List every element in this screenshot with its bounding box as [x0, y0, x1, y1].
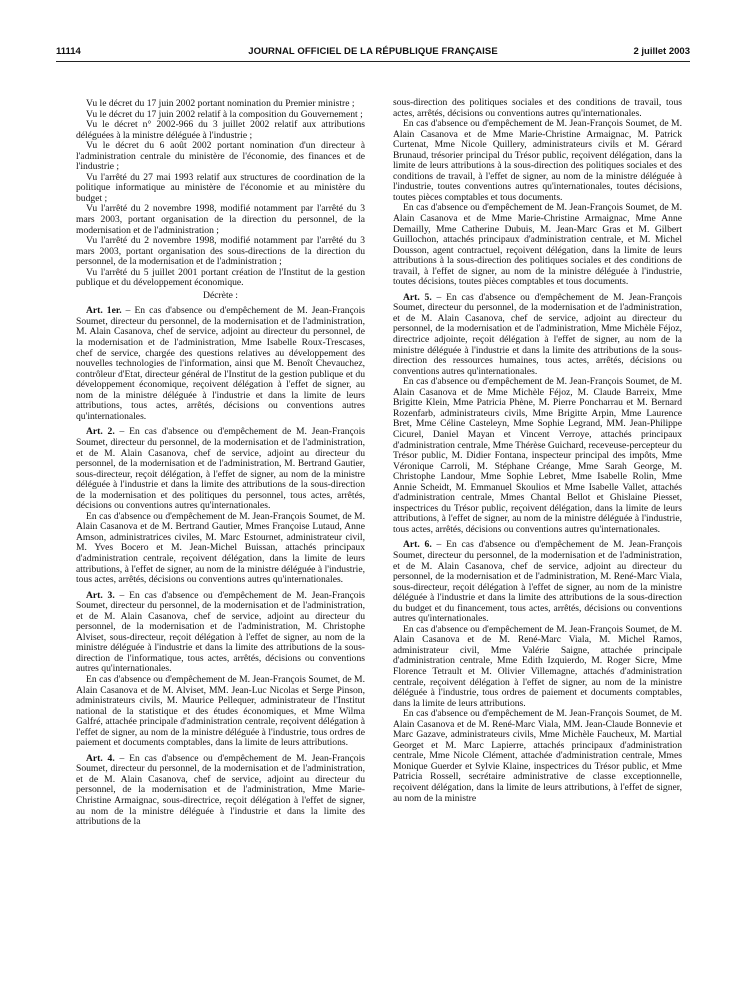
visa-paragraph: Vu le décret n° 2002-966 du 3 juillet 2002 relatif aux attributions déléguées à la ministre déléguée à l'industrie ; — [76, 119, 365, 141]
right-column — [393, 98, 682, 804]
article-paragraph: En cas d'absence ou d'empêchement de M. Jean-François Soumet, de M. Alain Casanova et de Mme Marie-Christine Armaignac, Mme Anne Demailly, Mme Catherine Dubuis, M. Jean-Marc Gras et M. Gilbert Guillochon, attachés principaux d'administration centrale, et M. Michel Dousson, agent contractuel, reçoivent délégation, dans la limite de leurs attributions à la sous-direction des politiques sociales et des conditions de travail, à l'effet de signer, au nom de la ministre déléguée à l'industrie, toutes décisions, toutes pièces comptables et tous documents. — [393, 202, 682, 288]
article-paragraph: En cas d'absence ou d'empêchement de M. Jean-François Soumet, de M. Alain Casanova et de Mme Marie-Christine Armaignac, M. Patrick Curtenat, Mme Nicole Quillery, administrateurs civils et M. Gérard Brunaud, trésorier principal du Trésor public, reçoivent délégation, dans la limite de leurs attributions à la sous-direction des politiques sociales et des conditions de travail, à l'effet de signer, au nom de la ministre déléguée à l'industrie, toutes conventions autres qu'internationales, toutes décisions, toutes pièces comptables et tous documents. — [393, 118, 682, 203]
article-label: Art. 6. — [403, 539, 432, 551]
article-paragraph: En cas d'absence ou d'empêchement de M. Jean-François Soumet, de M. Alain Casanova et de Mme Michèle Féjoz, M. Claude Barreix, Mme Brigitte Klein, Mme Patricia Phène, M. Pierre Poncharrau et M. Bernard Rozenfarb, administrateurs civils, Mme Brigitte Arpin, Mme Laurence Bret, Mme Céline Casteleyn, Mme Sophie Legrand, MM. Jean-Philippe Cicurel, Daniel Mayan et Vincent Verroye, attachés principaux d'administration centrale, Mme Thérèse Guichard, receveuse-percepteur du Trésor public, M. Didier Fontana, inspecteur principal des impôts, Mme Véronique Carroli, M. Stéphane Créange, Mme Sarah George, M. Christophe Landour, Mme Sophie Lebret, Mme Isabelle Rolin, Mme Annie Scheidt, M. Emmanuel Skoulios et Mme Isabelle Vallet, attachés d'administration centrale, Mmes Chantal Bellot et Ghislaine Piesset, inspectrices du Trésor public, reçoivent délégation, dans la limite de leurs attributions, à l'effet de signer, au nom de la ministre déléguée à l'industrie, tous actes, arrêtés, décisions ou conventions autres qu'internationales. — [393, 376, 682, 535]
article-continuation: sous-direction des politiques sociales et des conditions de travail, tous actes, arrêtés, décisions ou conventions autres qu'internationales. — [393, 97, 682, 119]
article-label: Art. 3. — [86, 589, 115, 601]
left-column — [76, 99, 365, 828]
visa-paragraph: Vu le décret du 17 juin 2002 portant nomination du Premier ministre ; — [86, 98, 355, 109]
visa-paragraph: Vu le décret du 6 août 2002 portant nomination d'un directeur à l'administration centrale du ministère de l'économie, des finances et de l'industrie ; — [76, 140, 365, 173]
visa-paragraph: Vu le décret du 17 juin 2002 relatif à la composition du Gouvernement ; — [86, 108, 363, 120]
visa-paragraph: Vu l'arrêté du 2 novembre 1998, modifié notamment par l'arrêté du 3 mars 2003, portant organisation de la direction du personnel, de la modernisation et de l'administration ; — [76, 203, 365, 236]
article-paragraph: En cas d'absence ou d'empêchement de M. Jean-François Soumet, de M. Alain Casanova et de M. René-Marc Viala, M. Michel Ramos, administrateur civil, Mme Valérie Saigne, attachée principale d'administration centrale, Mme Edith Izquierdo, M. Roger Sicre, Mme Florence Tetrault et M. Olivier Villemagne, attachés d'administration centrale, reçoivent délégation à l'effet de signer, au nom de la ministre déléguée à l'industrie, tous ordres de paiement et documents comptables, dans la limite de leurs attributions. — [393, 623, 682, 709]
article-text: – En cas d'absence ou d'empêchement de M. Jean-François Soumet, directeur du personnel, de la modernisation et de l'administration, et de M. Alain Casanova, chef de service, adjoint au directeur du personnel, de la modernisation et de l'administration, Mme Marie-Christine Armaignac, sous-directrice, reçoit délégation à l'effet de signer, au nom de la ministre déléguée à l'industrie et dans la limite des attributions de la — [76, 752, 365, 828]
article-paragraph: En cas d'absence ou d'empêchement de M. Jean-François Soumet, de M. Alain Casanova et de M. René-Marc Viala, MM. Jean-Claude Bonnevie et Marc Gazave, administrateurs civils, Mme Michèle Faucheux, M. Martial Georget et M. Marc Lapierre, attachés principaux d'administration centrale, Mme Nicole Clément, attachée d'administration centrale, Mmes Monique Guerder et Sylvie Klaine, inspectrices du Trésor public, et Mme Patricia Rossell, secrétaire administrative de classe exceptionnelle, reçoivent délégation, dans la limite de leurs attributions, à l'effet de signer, au nom de la ministre — [393, 708, 682, 804]
journal-title: JOURNAL OFFICIEL DE LA RÉPUBLIQUE FRANÇAISE — [248, 46, 498, 57]
header-rule — [56, 61, 690, 62]
article-label: Art. 4. — [86, 752, 115, 764]
article-5 — [393, 293, 682, 377]
article-4 — [76, 754, 365, 828]
article-label: Art. 5. — [403, 291, 432, 303]
article-text: – En cas d'absence ou d'empêchement de M. Jean-François Soumet, directeur du personnel, de la modernisation et de l'administration, et de M. Alain Casanova, chef de service, adjoint au directeur du personnel, de la modernisation et de l'administration, M. Bertrand Gautier, sous-directeur, reçoit délégation, à l'effet de signer, au nom de la ministre déléguée à l'industrie et dans la limite des attributions de la sous-direction de la modernisation et des politiques du personnel, tous actes, arrêtés, décisions ou conventions autres qu'internationales. — [76, 426, 365, 512]
article-text: – En cas d'absence ou d'empêchement de M. Jean-François Soumet, directeur du personnel, de la modernisation et de l'administration, M. Alain Casanova, chef de service, adjoint au directeur du personnel, de la modernisation et de l'administration, Mme Isabelle Roux-Trescases, chef de service, chargée des questions relatives au développement des nouvelles technologies de l'information, ainsi que M. Benoît Chevauchez, contrôleur d'Etat, directeur général de l'Institut de la gestion publique et du développement économique, reçoivent délégation à l'effet de signer, au nom de la ministre déléguée à l'industrie et dans la limite de leurs attributions, tous actes, arrêtés, décisions ou conventions autres qu'internationales. — [76, 305, 365, 422]
article-1 — [76, 306, 365, 422]
article-paragraph: En cas d'absence ou d'empêchement de M. Jean-François Soumet, de M. Alain Casanova et de M. Alviset, MM. Jean-Luc Nicolas et Serge Pinson, administrateurs civils, M. Maurice Pellequer, administrateur de l'Institut national de la statistique et des études économiques, et Mme Wilma Galfré, attachée principale d'administration centrale, reçoivent délégation à l'effet de signer, au nom de la ministre déléguée à l'industrie, tous ordres de paiement et documents comptables, dans la limite de leurs attributions. — [76, 673, 365, 749]
article-3 — [76, 591, 365, 675]
article-label: Art. 2. — [86, 426, 115, 438]
article-paragraph: En cas d'absence ou d'empêchement de M. Jean-François Soumet, de M. Alain Casanova et de M. Bertrand Gautier, Mmes Françoise Lutaud, Anne Amson, administratrices civiles, M. Marc Estournet, administrateur civil, M. Yves Bocero et M. Jean-Michel Buissan, attachés principaux d'administration centrale, reçoivent délégation, dans la limite de leurs attributions, à l'effet de signer, au nom de la ministre déléguée à l'industrie, tous actes, arrêtés, décisions ou conventions autres qu'internationales. — [76, 510, 365, 586]
visa-paragraph: Vu l'arrêté du 2 novembre 1998, modifié notamment par l'arrêté du 3 mars 2003, portant organisation des sous-directions de la direction du personnel, de la modernisation et de l'administration ; — [76, 235, 365, 268]
visa-paragraph: Vu l'arrêté du 5 juillet 2001 portant création de l'Institut de la gestion publique et du développement économique. — [76, 266, 365, 289]
article-2 — [76, 427, 365, 511]
article-text: – En cas d'absence ou d'empêchement de M. Jean-François Soumet, directeur du personnel, de la modernisation et de l'administration, et de M. Alain Casanova, chef de service, adjoint au directeur du personnel, de la modernisation et de l'administration, Mme Michèle Féjoz, directrice adjointe, reçoit délégation à l'effet de signer, au nom de la ministre déléguée à l'industrie et dans la limite des attributions de la sous-direction des ressources humaines, tous actes, arrêtés, décisions ou conventions autres qu'internationales. — [393, 291, 682, 377]
issue-date: 2 juillet 2003 — [633, 46, 690, 57]
article-label: Art. 1er. — [86, 305, 122, 317]
page-header — [56, 46, 690, 60]
decrete-heading: Décrète : — [203, 289, 238, 301]
page-number: 11114 — [56, 46, 81, 57]
article-6 — [393, 540, 682, 624]
visa-paragraph: Vu l'arrêté du 27 mai 1993 relatif aux structures de coordination de la politique informatique au ministère de l'économie et au ministère du budget ; — [76, 171, 365, 204]
article-text: – En cas d'absence ou d'empêchement de M. Jean-François Soumet, directeur du personnel, de la modernisation et de l'administration, et de M. Alain Casanova, chef de service, adjoint au directeur du personnel, de la modernisation et de l'administration, M. Christophe Alviset, sous-directeur, reçoit délégation à l'effet de signer, au nom de la ministre déléguée à l'industrie et dans la limite des attributions de la sous-direction de l'informatique, tous actes, arrêtés, décisions ou conventions autres qu'internationales. — [76, 589, 365, 675]
article-text: – En cas d'absence ou d'empêchement de M. Jean-François Soumet, directeur du personnel, de la modernisation et de l'administration, et de M. Alain Casanova, chef de service, adjoint au directeur du personnel, de la modernisation et de l'administration, M. René-Marc Viala, sous-directeur, reçoit délégation à l'effet de signer, au nom de la ministre déléguée à l'industrie et dans la limite des attributions de la sous-direction du budget et du financement, tous actes, arrêtés, décisions ou conventions autres qu'internationales. — [393, 539, 682, 625]
